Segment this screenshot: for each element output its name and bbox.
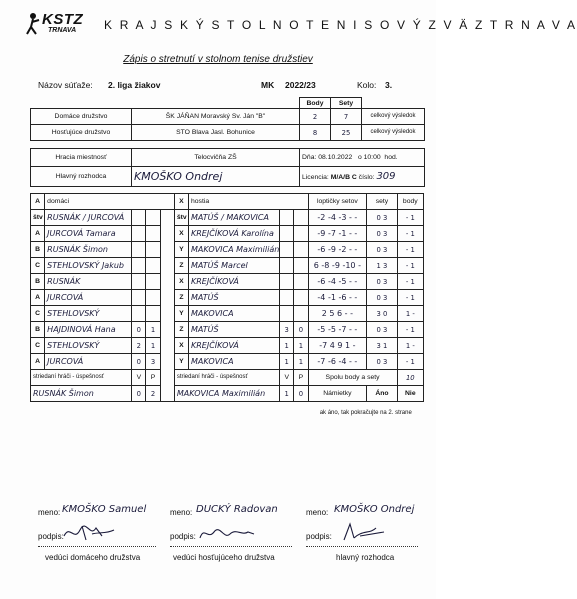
- spacer: [160, 274, 174, 290]
- license-number-value: 309: [376, 171, 396, 182]
- match-points: - 1: [397, 290, 423, 306]
- home-sets: 7: [331, 109, 362, 125]
- home-p: 1: [146, 322, 160, 338]
- match-row: [31, 338, 424, 354]
- col-sety-header: sety: [367, 194, 397, 210]
- away-slot: X: [174, 274, 188, 290]
- home-p: [146, 210, 160, 226]
- away-slot: X: [174, 226, 188, 242]
- col-x-header: X: [174, 194, 188, 210]
- organization-title: K R A J S K Ý S T O L N O T E N I S O V Ý Z V Ä Z T R N A V A: [104, 18, 577, 32]
- home-v: [132, 306, 146, 322]
- home-v: [132, 290, 146, 306]
- set-score: 0 3: [367, 354, 397, 370]
- set-balls: -2 -4 -3 - -: [308, 210, 367, 226]
- away-v: 1: [280, 338, 294, 354]
- set-balls: -4 -1 -6 - -: [308, 290, 367, 306]
- p-away-header: P: [294, 370, 308, 386]
- col-body-header: body: [397, 194, 423, 210]
- season-value: 2022/23: [285, 80, 316, 90]
- home-v: [132, 242, 146, 258]
- away-v: 1: [280, 354, 294, 370]
- away-v: [280, 258, 294, 274]
- v-away-header: V: [280, 370, 294, 386]
- player-figure-icon: [24, 12, 42, 36]
- home-slot: A: [31, 226, 45, 242]
- away-player: MAKOVICA: [188, 354, 279, 370]
- away-team-name: STO Blava Jasl. Bohunice: [132, 125, 300, 141]
- away-p: [294, 210, 308, 226]
- home-slot: B: [31, 242, 45, 258]
- away-v: [280, 290, 294, 306]
- namietky-label: Námietky: [308, 386, 367, 402]
- match-points: - 1: [397, 274, 423, 290]
- sets-header: Sety: [331, 98, 362, 109]
- home-player: STEHLOVSKÝ: [45, 338, 132, 354]
- away-v: [280, 274, 294, 290]
- match-row: [31, 290, 424, 306]
- ref-podpis-label: podpis:: [306, 532, 332, 541]
- home-v: 0: [132, 354, 146, 370]
- time-value: 10:00: [363, 154, 381, 161]
- home-slot: C: [31, 306, 45, 322]
- home-v: 2: [132, 338, 146, 354]
- home-meno-label: meno:: [38, 508, 61, 517]
- col-home-header: domáci: [45, 194, 175, 210]
- col-a-header: A: [31, 194, 45, 210]
- away-p: 1: [294, 338, 308, 354]
- home-signature: [62, 522, 122, 544]
- spacer: [160, 258, 174, 274]
- striedani-home-label: striedaní hráči - úspešnosť: [31, 370, 132, 386]
- competition-value: 2. liga žiakov: [108, 80, 161, 90]
- col-balls-header: loptičky setov: [308, 194, 367, 210]
- away-signature: [198, 522, 258, 544]
- venue-value: Telocvičňa ZŠ: [132, 149, 300, 167]
- away-slot: štv: [174, 210, 188, 226]
- license-classes: M/A/B C: [330, 174, 357, 181]
- col-away-header: hostia: [188, 194, 308, 210]
- home-p: 1: [146, 338, 160, 354]
- home-player: JURCOVÁ Tamara: [45, 226, 132, 242]
- set-balls: -7 -6 -4 - -: [308, 354, 367, 370]
- match-points: 1 -: [397, 306, 423, 322]
- match-row: [31, 242, 424, 258]
- away-player: MATÚŠ Marcel: [188, 258, 279, 274]
- spacer: [160, 322, 174, 338]
- away-meno-label: meno:: [170, 508, 193, 517]
- home-v: [132, 274, 146, 290]
- home-slot: C: [31, 338, 45, 354]
- spolu-label: Spolu body a sety: [308, 370, 397, 386]
- away-v: [280, 210, 294, 226]
- set-score: 0 3: [367, 210, 397, 226]
- away-team-label: Hosťujúce družstvo: [31, 125, 132, 141]
- away-body: 8: [300, 125, 331, 141]
- kstz-logo: [30, 12, 100, 42]
- home-v: 0: [132, 322, 146, 338]
- away-slot: X: [174, 338, 188, 354]
- sub-away-name: MAKOVICA Maximilián: [174, 386, 279, 402]
- away-player: MATÚŠ: [188, 290, 279, 306]
- away-leader-name: DUCKÝ Radovan: [196, 504, 278, 515]
- referee-signature: [340, 520, 390, 544]
- home-player: STEHLOVSKÝ: [45, 306, 132, 322]
- match-table: [30, 193, 424, 426]
- home-caption: vedúci domáceho družstva: [45, 553, 141, 562]
- set-score: 0 3: [367, 226, 397, 242]
- spacer: [160, 242, 174, 258]
- mk-label: MK: [261, 80, 275, 90]
- set-balls: -7 4 9 1 -: [308, 338, 367, 354]
- date-value: 08.10.2022: [318, 154, 353, 161]
- away-slot: Z: [174, 258, 188, 274]
- away-p: [294, 258, 308, 274]
- set-score: 0 3: [367, 242, 397, 258]
- away-p: [294, 290, 308, 306]
- match-row: [31, 274, 424, 290]
- match-row: [31, 354, 424, 370]
- logo-text: KSTZ: [42, 11, 84, 28]
- set-score: 3 1: [367, 338, 397, 354]
- home-slot: A: [31, 354, 45, 370]
- team-info-table: [30, 97, 425, 141]
- match-points: - 1: [397, 258, 423, 274]
- match-row: [31, 226, 424, 242]
- set-balls: -6 -9 -2 - -: [308, 242, 367, 258]
- match-rows: [31, 210, 424, 370]
- ano-label: Áno: [367, 386, 397, 402]
- ano-note: ak áno, tak pokračujte na 2. strane: [319, 410, 412, 417]
- home-v: [132, 258, 146, 274]
- match-points: - 1: [397, 210, 423, 226]
- striedani-away-label: striedaní hráči - úspešnosť: [174, 370, 279, 386]
- home-slot: A: [31, 290, 45, 306]
- home-result-label: celkový výsledok: [362, 109, 425, 125]
- home-team-name: ŠK JÁŇAN Moravský Sv. Ján "B": [132, 109, 300, 125]
- home-v: [132, 226, 146, 242]
- time-label: o: [357, 154, 362, 161]
- venue-label: Hracia miestnosť: [31, 149, 132, 167]
- spacer: [160, 226, 174, 242]
- home-p: [146, 226, 160, 242]
- away-podpis-label: podpis:: [170, 532, 196, 541]
- license-label: Licencia:: [302, 174, 329, 181]
- referee-label: Hlavný rozhodca: [31, 167, 132, 187]
- match-row: [31, 258, 424, 274]
- away-v: [280, 306, 294, 322]
- spacer: [160, 338, 174, 354]
- set-score: 0 3: [367, 274, 397, 290]
- round-label: Kolo:: [357, 80, 377, 90]
- home-slot: B: [31, 274, 45, 290]
- set-balls: 2 5 6 - -: [308, 306, 367, 322]
- sub-away-v: 1: [280, 386, 294, 402]
- home-slot: štv: [31, 210, 45, 226]
- referee-caption: hlavný rozhodca: [336, 553, 395, 562]
- set-balls: 6 -8 -9 -10 -: [308, 258, 367, 274]
- match-row: [31, 322, 424, 338]
- home-p: [146, 274, 160, 290]
- away-slot: Y: [174, 354, 188, 370]
- ref-meno-label: meno:: [306, 508, 329, 517]
- away-player: MAKOVICA: [188, 306, 279, 322]
- logo-subtext: TRNAVA: [48, 27, 77, 34]
- home-v: [132, 210, 146, 226]
- home-player: STEHLOVSKÝ Jakub: [45, 258, 132, 274]
- referee-value: KMOŠKO Ondrej: [132, 167, 300, 187]
- sub-home-name: RUSNÁK Šimon: [31, 386, 132, 402]
- home-player: JURCOVÁ: [45, 290, 132, 306]
- date-time-cell: [300, 149, 425, 167]
- set-balls: -5 -5 -7 - -: [308, 322, 367, 338]
- set-balls: -9 -7 -1 - -: [308, 226, 367, 242]
- venue-table: [30, 148, 425, 187]
- home-player: RUSNÁK: [45, 274, 132, 290]
- spacer: [160, 210, 174, 226]
- match-row: [31, 306, 424, 322]
- home-leader-name: KMOŠKO Samuel: [62, 504, 147, 515]
- home-player: HAJDINOVÁ Hana: [45, 322, 132, 338]
- away-sets: 25: [331, 125, 362, 141]
- spacer: [160, 290, 174, 306]
- away-p: 1: [294, 354, 308, 370]
- away-p: [294, 226, 308, 242]
- nie-label: Nie: [397, 386, 423, 402]
- away-v: [280, 242, 294, 258]
- license-cell: [300, 167, 425, 187]
- v-home-header: V: [132, 370, 146, 386]
- document-subtitle: Zápis o stretnutí v stolnom tenise družstiev: [123, 54, 313, 65]
- home-body: 2: [300, 109, 331, 125]
- away-p: [294, 306, 308, 322]
- set-balls: -6 -4 -5 - -: [308, 274, 367, 290]
- license-number-label: číslo:: [358, 174, 375, 181]
- home-p: [146, 290, 160, 306]
- match-points: - 1: [397, 354, 423, 370]
- match-points: - 1: [397, 242, 423, 258]
- home-player: JURCOVÁ: [45, 354, 132, 370]
- home-slot: B: [31, 322, 45, 338]
- match-points: - 1: [397, 322, 423, 338]
- body-header: Body: [300, 98, 331, 109]
- competition-label: Názov súťaže:: [38, 80, 93, 90]
- away-player: MAKOVICA Maximilián: [188, 242, 279, 258]
- set-score: 3 0: [367, 306, 397, 322]
- round-value: 3.: [385, 80, 393, 90]
- home-slot: C: [31, 258, 45, 274]
- away-result-label: celkový výsledok: [362, 125, 425, 141]
- match-points: - 1: [397, 226, 423, 242]
- spacer: [160, 306, 174, 322]
- home-p: [146, 306, 160, 322]
- sub-away-p: 0: [294, 386, 308, 402]
- referee-sign-name: KMOŠKO Ondrej: [334, 504, 415, 515]
- home-p: [146, 242, 160, 258]
- home-player: RUSNÁK / JURCOVÁ: [45, 210, 132, 226]
- away-player: MATÚŠ / MAKOVICA: [188, 210, 279, 226]
- home-player: RUSNÁK Šimon: [45, 242, 132, 258]
- away-player: KREJČÍKOVÁ: [188, 338, 279, 354]
- date-label: Dňa:: [302, 154, 317, 161]
- sub-home-v: 0: [132, 386, 146, 402]
- away-v: [280, 226, 294, 242]
- match-points: 1 -: [397, 338, 423, 354]
- match-row: [31, 210, 424, 226]
- away-p: [294, 274, 308, 290]
- time-unit: hod.: [384, 154, 398, 161]
- p-home-header: P: [146, 370, 160, 386]
- away-slot: Y: [174, 242, 188, 258]
- home-team-label: Domáce družstvo: [31, 109, 132, 125]
- away-p: 0: [294, 322, 308, 338]
- away-p: [294, 242, 308, 258]
- away-slot: Z: [174, 322, 188, 338]
- sub-home-p: 2: [146, 386, 160, 402]
- spolu-value: 10: [397, 370, 423, 386]
- home-p: [146, 258, 160, 274]
- away-player: MATÚŠ: [188, 322, 279, 338]
- away-slot: Z: [174, 290, 188, 306]
- set-score: 0 3: [367, 322, 397, 338]
- spacer: [160, 354, 174, 370]
- away-v: 3: [280, 322, 294, 338]
- away-slot: Y: [174, 306, 188, 322]
- home-p: 3: [146, 354, 160, 370]
- set-score: 0 3: [367, 290, 397, 306]
- set-score: 1 3: [367, 258, 397, 274]
- home-podpis-label: podpis:: [38, 532, 64, 541]
- away-caption: vedúci hosťujúceho družstva: [173, 553, 275, 562]
- away-player: KREJČÍKOVÁ Karolína: [188, 226, 279, 242]
- away-player: KREJČÍKOVÁ: [188, 274, 279, 290]
